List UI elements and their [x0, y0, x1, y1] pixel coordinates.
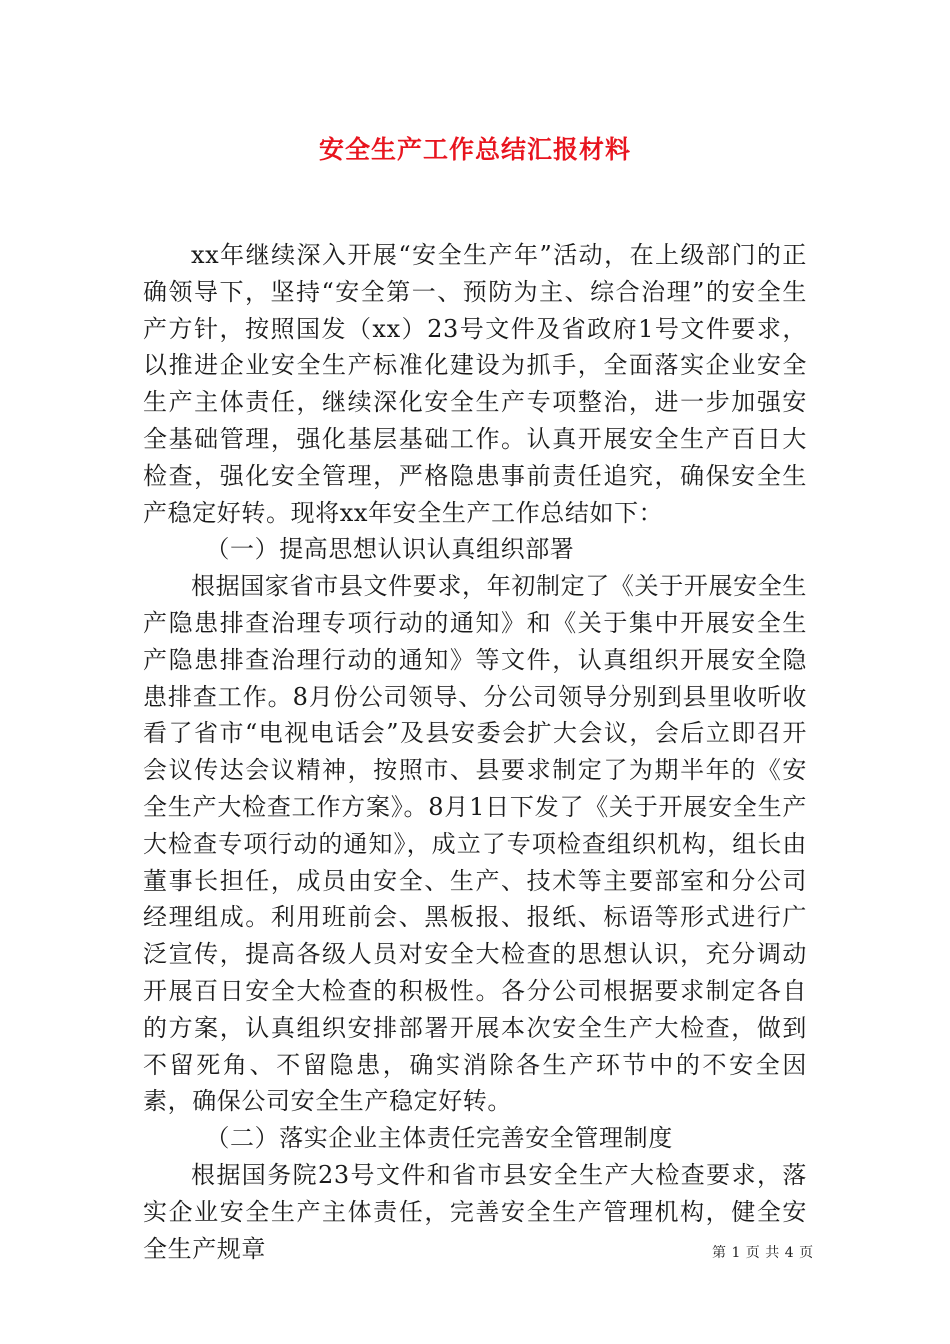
document-title: 安全生产工作总结汇报材料	[318, 135, 631, 164]
intro-paragraph: xx年继续深入开展“安全生产年”活动，在上级部门的正确领导下，坚持“安全第一、预防为主、综合治理”的安全生产方针，按照国发（xx）23号文件及省政府1号文件要求，以推进企业安全生产标准化建设为抓手，全面落实企业安全生产主体责任，继续深化安全生产专项整治，进一步加强安全基础管理，强化基层基础工作。认真开展安全生产百日大检查，强化安全管理，严格隐患事前责任追究，确保安全生产稳定好转。现将xx年安全生产工作总结如下：	[143, 241, 807, 527]
section-heading-2: （二）落实企业主体责任完善安全管理制度	[205, 1124, 673, 1153]
document-body	[143, 237, 807, 1267]
page-number-footer: 第 1 页 共 4 页	[712, 1245, 814, 1261]
section-2-paragraph: 根据国务院23号文件和省市县安全生产大检查要求，落实企业安全生产主体责任，完善安全生产管理机构，健全安全生产规章	[143, 1160, 807, 1263]
section-heading-1: （一）提高思想认识认真组织部署	[205, 535, 575, 564]
section-1-paragraph: 根据国家省市县文件要求，年初制定了《关于开展安全生产隐患排查治理专项行动的通知》和《关于集中开展安全生产隐患排查治理行动的通知》等文件，认真组织开展安全隐患排查工作。8月份公司领导、分公司领导分别到县里收听收看了省市“电视电话会”及县安委会扩大会议，会后立即召开会议传达会议精神，按照市、县要求制定了为期半年的《安全生产大检查工作方案》。8月1日下发了《关于开展安全生产大检查专项行动的通知》，成立了专项检查组织机构，组长由董事长担任，成员由安全、生产、技术等主要部室和分公司经理组成。利用班前会、黑板报、报纸、标语等形式进行广泛宣传，提高各级人员对安全大检查的思想认识，充分调动开展百日安全大检查的积极性。各分公司根据要求制定各自的方案，认真组织安排部署开展本次安全生产大检查，做到不留死角、不留隐患，确实消除各生产环节中的不安全因素，确保公司安全生产稳定好转。	[143, 572, 807, 1116]
